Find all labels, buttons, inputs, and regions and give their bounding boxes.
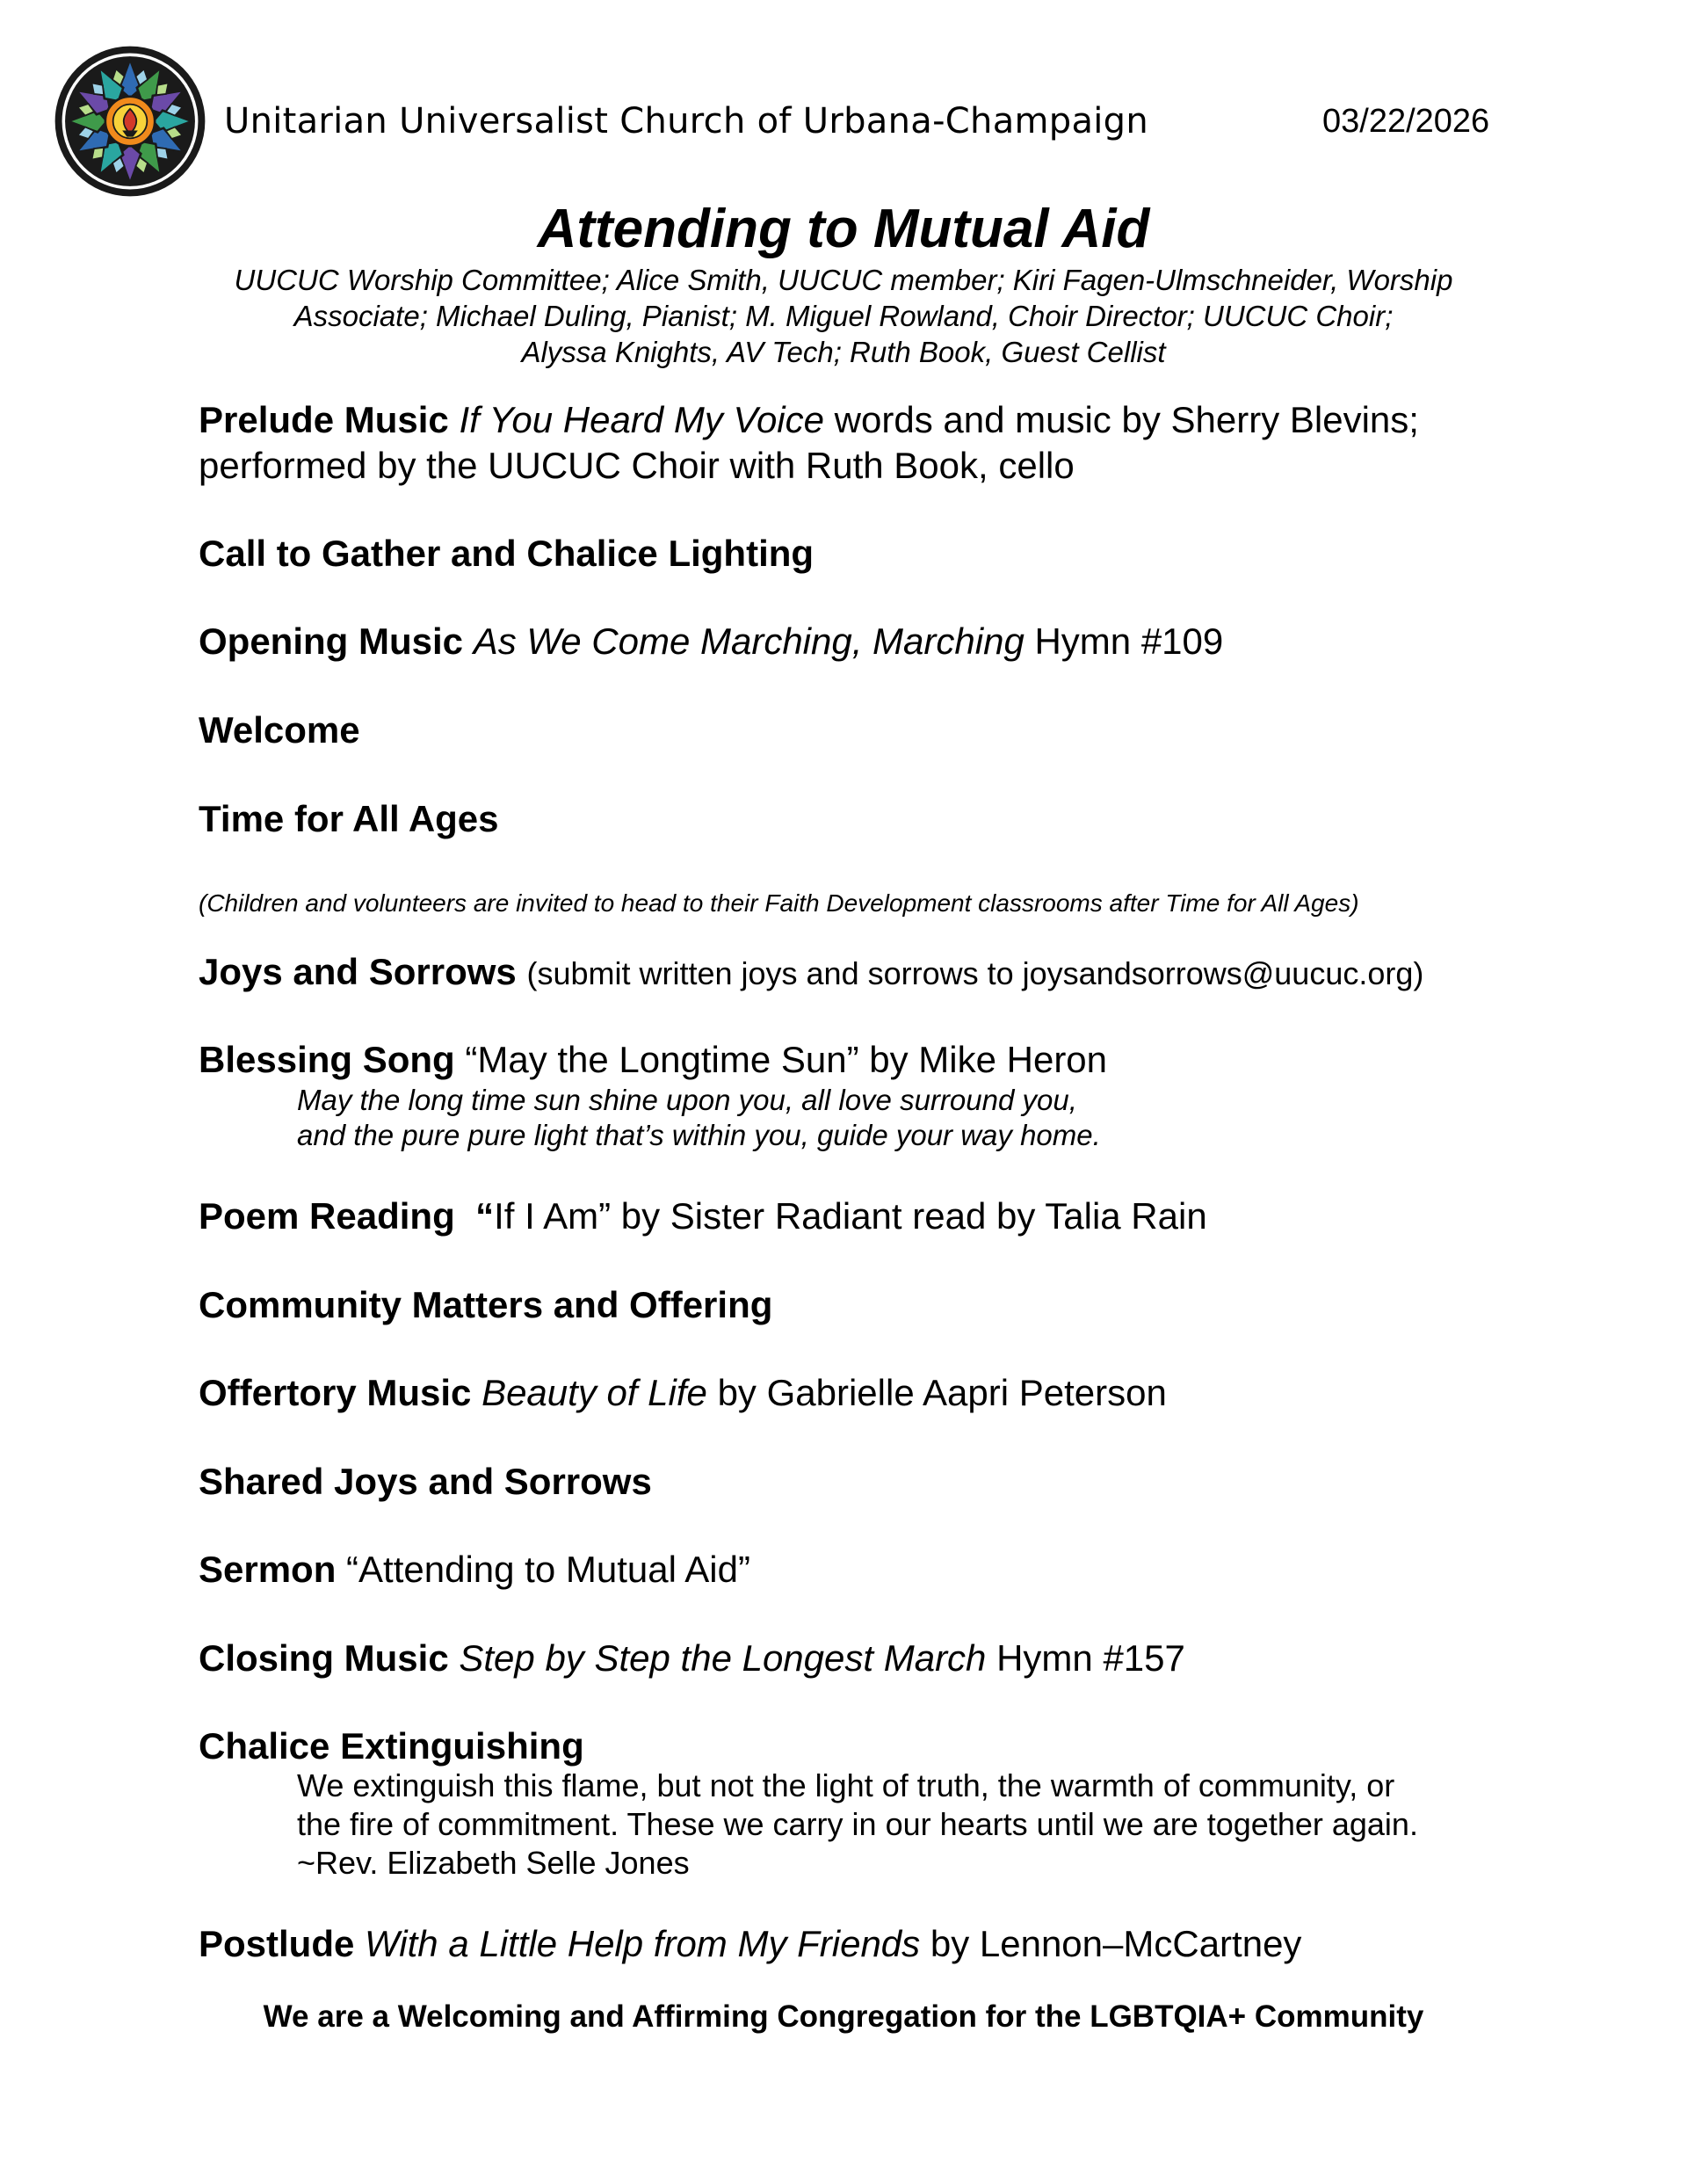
credits-line: Associate; Michael Duling, Pianist; M. Miguel Rowland, Choir Director; UUCUC Choir;: [293, 300, 1394, 332]
item-detail: Hymn #157: [996, 1637, 1185, 1679]
words-line: We extinguish this flame, but not the light of truth, the warmth of community, or: [297, 1767, 1395, 1803]
extinguishing-words: [297, 1767, 1418, 1883]
item-detail: by Lennon–McCartney: [930, 1923, 1302, 1964]
lyric-line: May the long time sun shine upon you, all love surround you,: [297, 1084, 1077, 1116]
service-date: 03/22/2026: [1322, 103, 1490, 140]
item-shared-joys: [199, 1459, 652, 1505]
item-work: As We Come Marching, Marching: [473, 620, 1025, 662]
item-label: Postlude: [199, 1923, 355, 1964]
item-poem-reading: [199, 1194, 1207, 1239]
item-community-matters: [199, 1282, 772, 1328]
item-chalice-extinguishing: [199, 1723, 584, 1769]
item-label: Community Matters and Offering: [199, 1284, 773, 1325]
item-call-to-gather: [199, 531, 814, 577]
item-detail: “Attending to Mutual Aid”: [346, 1549, 750, 1590]
item-work: Step by Step the Longest March: [459, 1637, 987, 1679]
item-note: (Children and volunteers are invited to head to their Faith Development classrooms after Time for All Ages): [199, 889, 1359, 917]
item-detail: Hymn #109: [1034, 620, 1224, 662]
blessing-lyrics: [297, 1083, 1101, 1153]
item-work: Beauty of Life: [481, 1372, 707, 1413]
words-attribution: ~Rev. Elizabeth Selle Jones: [297, 1845, 690, 1881]
welcoming-statement: We are a Welcoming and Affirming Congregation for the LGBTQIA+ Community: [263, 1999, 1424, 2034]
credits-line: UUCUC Worship Committee; Alice Smith, UUCUC member; Kiri Fagen-Ulmschneider, Worship: [234, 264, 1453, 296]
item-detail: by Gabrielle Aapri Peterson: [717, 1372, 1167, 1413]
page-title: Attending to Mutual Aid: [537, 199, 1150, 259]
item-label: Offertory Music: [199, 1372, 472, 1413]
item-closing-music: [199, 1636, 1185, 1681]
item-work: If You Heard My Voice: [459, 399, 824, 440]
item-label: Opening Music: [199, 620, 464, 662]
item-detail: If I Am” by Sister Radiant read by Talia Rain: [494, 1195, 1207, 1237]
church-logo-icon: [53, 44, 207, 199]
item-label: Blessing Song: [199, 1039, 455, 1080]
item-label: Time for All Ages: [199, 798, 499, 839]
item-label: Prelude Music: [199, 399, 449, 440]
item-offertory-music: [199, 1370, 1167, 1416]
item-label: Chalice Extinguishing: [199, 1725, 584, 1767]
item-prelude: [199, 397, 1419, 489]
item-postlude: [199, 1921, 1301, 1967]
item-sermon: [199, 1547, 750, 1593]
item-label: Closing Music: [199, 1637, 449, 1679]
item-opening-music: [199, 619, 1223, 664]
lyric-line: and the pure pure light that’s within you, guide your way home.: [297, 1119, 1101, 1151]
item-open-quote: “: [475, 1195, 495, 1237]
church-name: Unitarian Universalist Church of Urbana-Champaign: [224, 101, 1149, 141]
item-time-for-all-ages: [199, 796, 499, 842]
item-blessing-song: [199, 1037, 1107, 1083]
item-label: Shared Joys and Sorrows: [199, 1461, 652, 1502]
item-detail: words and music by Sherry Blevins;: [834, 399, 1419, 440]
words-line: the fire of commitment. These we carry in our hearts until we are together again.: [297, 1806, 1418, 1842]
item-work: With a Little Help from My Friends: [365, 1923, 921, 1964]
item-label: Welcome: [199, 709, 360, 751]
credits: [176, 262, 1511, 370]
item-label: Sermon: [199, 1549, 337, 1590]
item-label: Poem Reading: [199, 1195, 455, 1237]
item-label: Joys and Sorrows: [199, 951, 517, 992]
item-detail-line2: performed by the UUCUC Choir with Ruth Book, cello: [199, 445, 1075, 486]
item-detail: “May the Longtime Sun” by Mike Heron: [465, 1039, 1108, 1080]
item-label: Call to Gather and Chalice Lighting: [199, 533, 815, 574]
item-welcome: [199, 707, 360, 753]
credits-line: Alyssa Knights, AV Tech; Ruth Book, Guest Cellist: [521, 336, 1166, 368]
item-joys-and-sorrows: [199, 949, 1423, 997]
item-detail: (submit written joys and sorrows to joysandsorrows@uucuc.org): [526, 955, 1424, 991]
